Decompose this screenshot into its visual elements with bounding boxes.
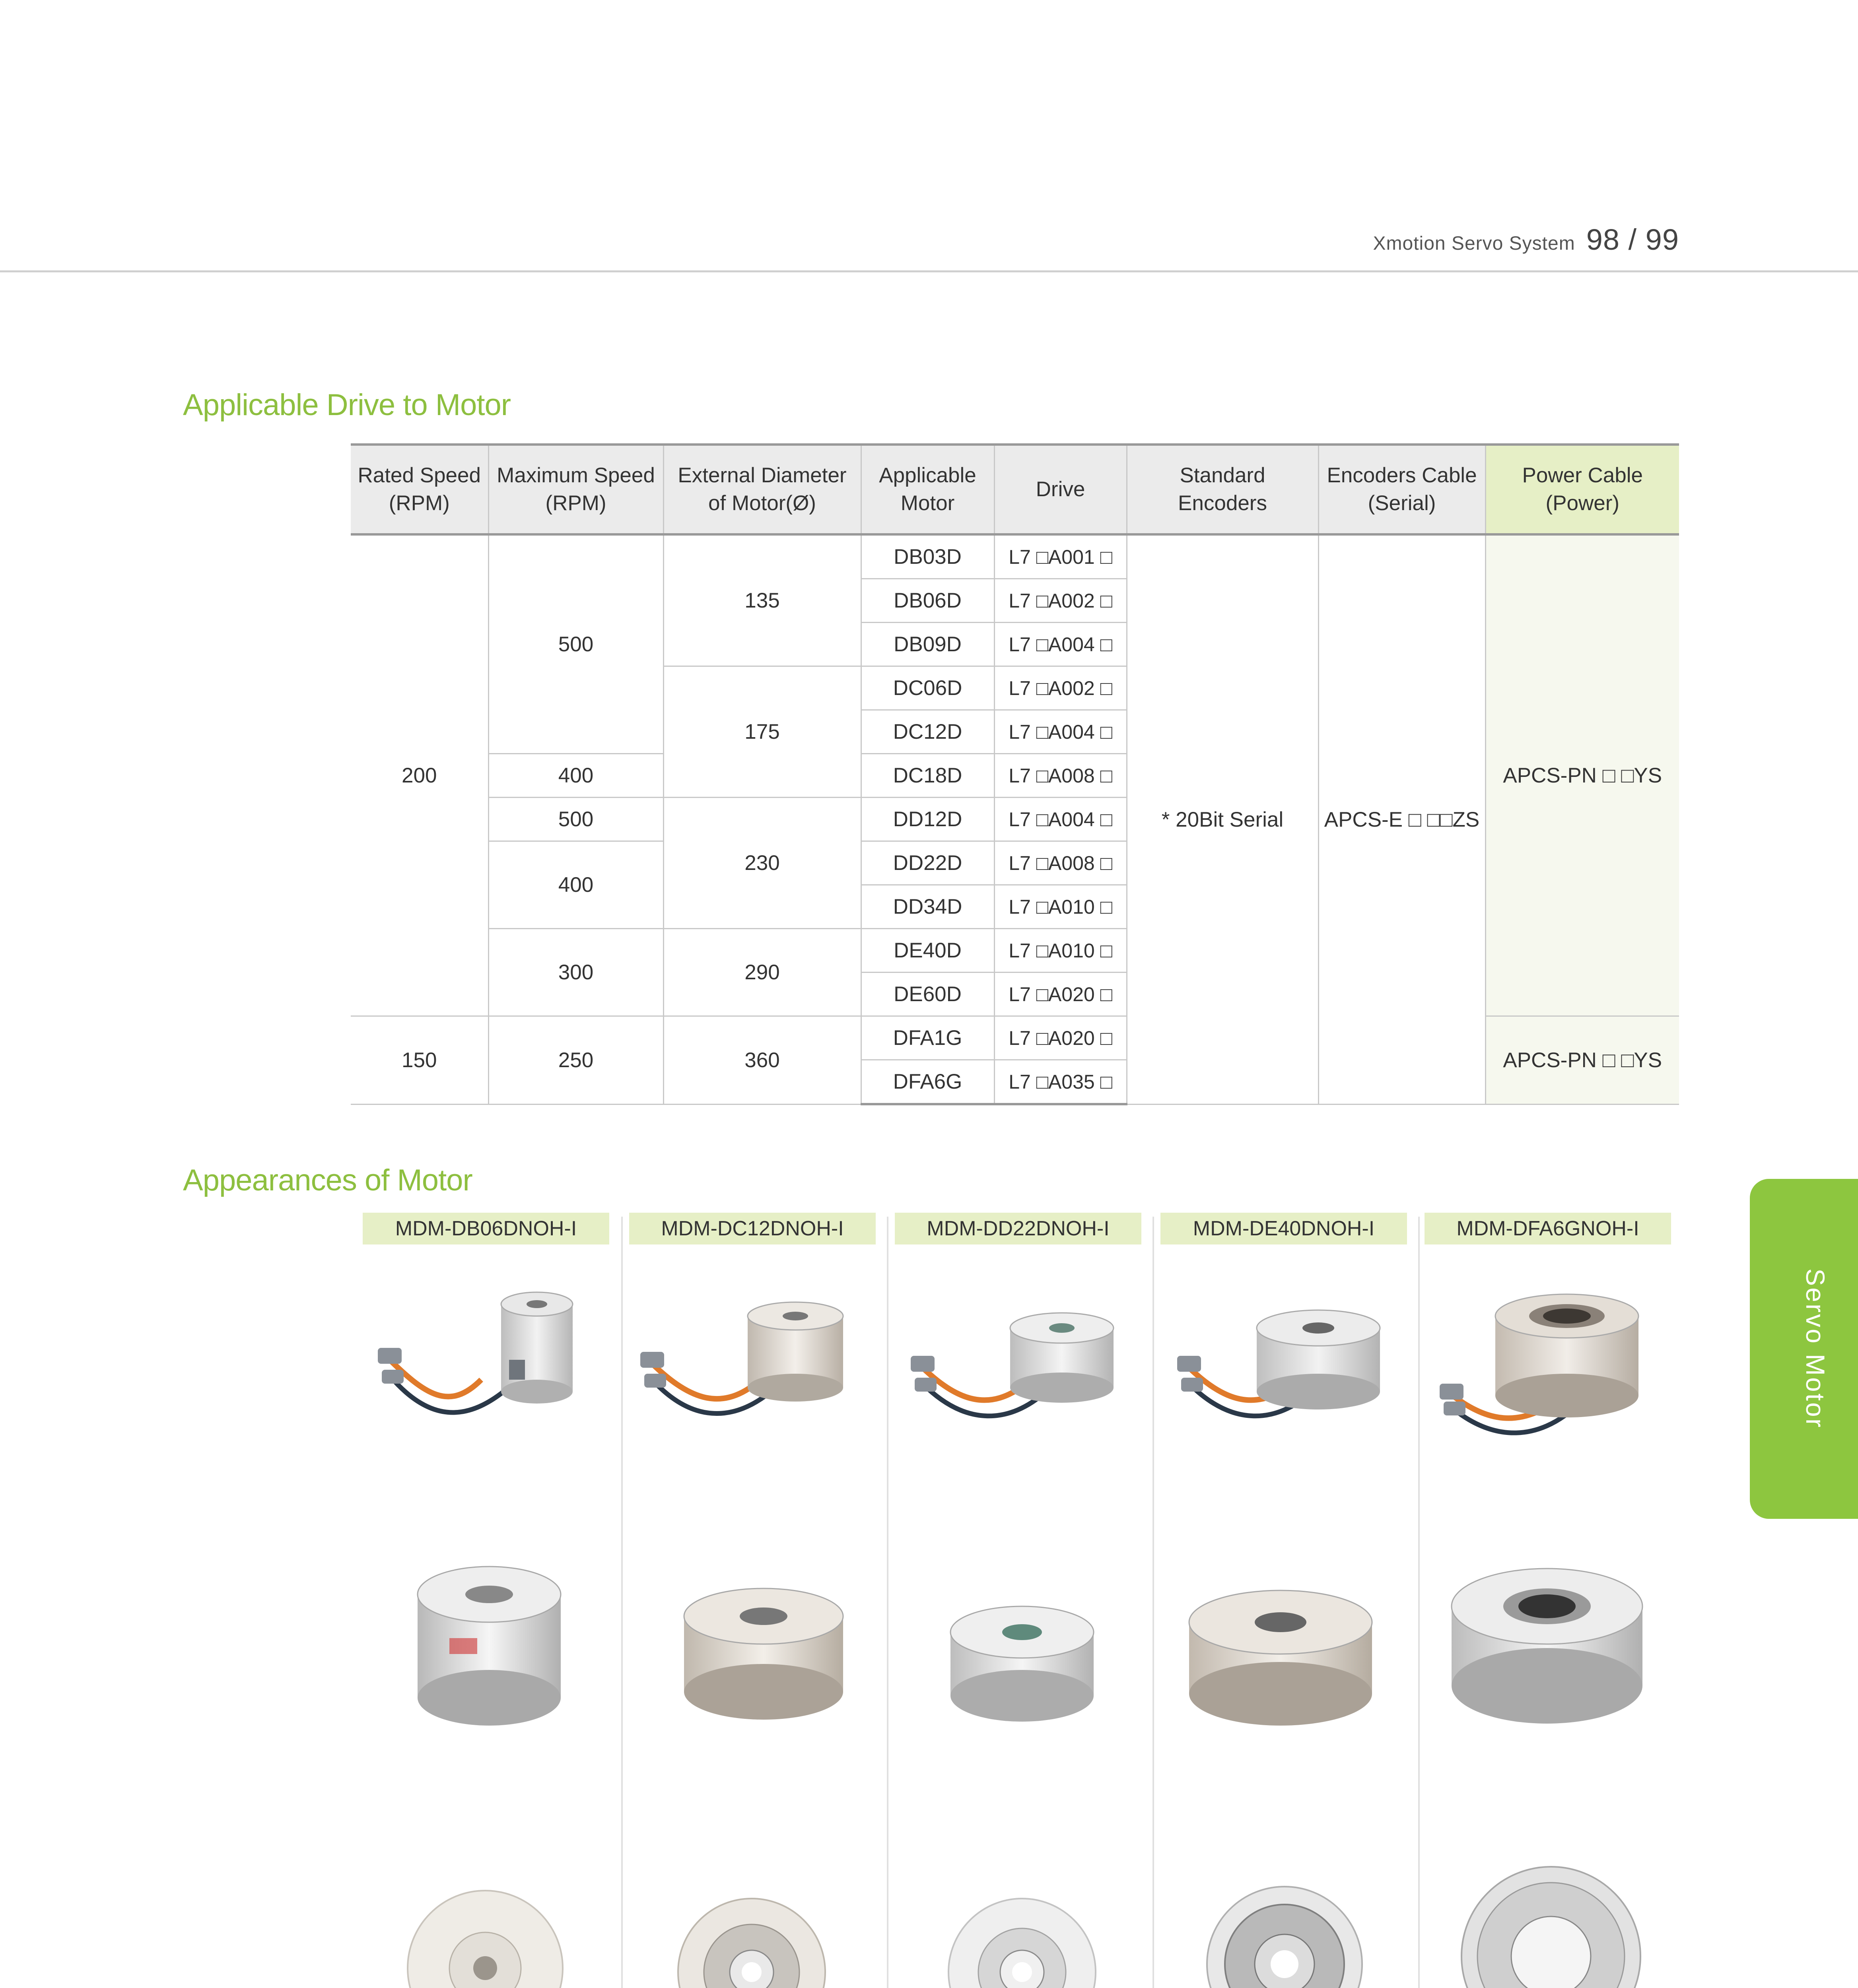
max-speed-cell: 500 xyxy=(488,798,663,841)
col-rated-speed: Rated Speed (RPM) xyxy=(351,445,488,534)
motor-cell: DFA6G xyxy=(861,1060,994,1105)
col-power-cable: Power Cable (Power) xyxy=(1485,445,1679,534)
drive-cell: L7 □A008 □ xyxy=(994,841,1127,885)
power-cable-cell: APCS-PN □ □YS xyxy=(1485,1016,1679,1105)
motor-photo-side xyxy=(378,1284,577,1463)
motor-photo-top xyxy=(946,1897,1098,1988)
running-header xyxy=(1373,223,1679,256)
section-title-drive: Applicable Drive to Motor xyxy=(183,388,511,422)
encoder-cable-cell: APCS-E □ □□ZS xyxy=(1318,534,1485,1104)
column-divider xyxy=(1418,1217,1420,1988)
drive-table xyxy=(351,443,1679,1105)
motor-photo-angle xyxy=(1448,1563,1646,1730)
power-cable-cell: APCS-PN □ □YS xyxy=(1485,534,1679,1016)
motor-photo-top xyxy=(1460,1865,1642,1988)
rated-speed-cell: 150 xyxy=(351,1016,488,1105)
col-diameter: External Diameter of Motor(Ø) xyxy=(663,445,861,534)
diameter-cell: 175 xyxy=(663,666,861,798)
drive-cell: L7 □A020 □ xyxy=(994,973,1127,1016)
table-row xyxy=(351,534,1679,579)
model-label: MDM-DD22DNOH-I xyxy=(895,1213,1141,1244)
model-label: MDM-DFA6GNOH-I xyxy=(1425,1213,1671,1244)
model-label-row xyxy=(351,1213,1679,1244)
column-divider xyxy=(621,1217,623,1988)
drive-cell: L7 □A010 □ xyxy=(994,885,1127,929)
motor-photo-top xyxy=(676,1897,827,1988)
model-label: MDM-DB06DNOH-I xyxy=(363,1213,609,1244)
max-speed-cell: 300 xyxy=(488,929,663,1016)
diameter-cell: 360 xyxy=(663,1016,861,1105)
motor-photo-angle xyxy=(414,1563,565,1730)
motor-photo-top xyxy=(406,1889,565,1988)
model-label: MDM-DE40DNOH-I xyxy=(1160,1213,1407,1244)
drive-cell: L7 □A002 □ xyxy=(994,579,1127,623)
col-encoder-cable: Encoders Cable (Serial) xyxy=(1318,445,1485,534)
max-speed-cell: 400 xyxy=(488,754,663,798)
motor-cell: DD12D xyxy=(861,798,994,841)
section-title-appearance: Appearances of Motor xyxy=(183,1163,472,1197)
motor-cell: DC18D xyxy=(861,754,994,798)
motor-cell: DC12D xyxy=(861,710,994,754)
drive-cell: L7 □A001 □ xyxy=(994,534,1127,579)
header-divider xyxy=(0,270,1858,272)
col-encoders: Standard Encoders xyxy=(1127,445,1318,534)
max-speed-cell: 500 xyxy=(488,534,663,754)
drive-cell: L7 □A002 □ xyxy=(994,666,1127,710)
side-tab-servo-motor[interactable] xyxy=(1750,1179,1858,1519)
drive-cell: L7 □A035 □ xyxy=(994,1060,1127,1105)
drive-cell: L7 □A010 □ xyxy=(994,929,1127,973)
motor-cell: DB06D xyxy=(861,579,994,623)
diameter-cell: 135 xyxy=(663,534,861,666)
motor-photo-side xyxy=(1177,1300,1384,1459)
rated-speed-cell: 200 xyxy=(351,534,488,1016)
motor-photo-angle xyxy=(1185,1586,1376,1730)
drive-cell: L7 □A020 □ xyxy=(994,1016,1127,1060)
max-speed-cell: 400 xyxy=(488,841,663,929)
motor-photo-angle xyxy=(680,1586,847,1726)
drive-cell: L7 □A004 □ xyxy=(994,798,1127,841)
motor-cell: DB09D xyxy=(861,623,994,666)
motor-cell: DC06D xyxy=(861,666,994,710)
col-max-speed: Maximum Speed (RPM) xyxy=(488,445,663,534)
side-tab-label: Servo Motor xyxy=(1801,1268,1830,1429)
column-divider xyxy=(887,1217,888,1988)
motor-cell: DE40D xyxy=(861,929,994,973)
motor-photo-side xyxy=(640,1292,847,1459)
motor-photo-angle xyxy=(946,1602,1098,1730)
motor-cell: DFA1G xyxy=(861,1016,994,1060)
column-divider xyxy=(1153,1217,1154,1988)
drive-cell: L7 □A004 □ xyxy=(994,710,1127,754)
motor-photo-side xyxy=(911,1304,1118,1455)
motor-photo-top xyxy=(1205,1885,1364,1988)
encoder-cell: * 20Bit Serial xyxy=(1127,534,1318,1104)
page-number: 98 / 99 xyxy=(1586,223,1679,256)
header-system: Xmotion Servo System xyxy=(1373,233,1575,254)
motor-cell: DD22D xyxy=(861,841,994,885)
motor-cell: DD34D xyxy=(861,885,994,929)
motor-cell: DB03D xyxy=(861,534,994,579)
diameter-cell: 230 xyxy=(663,798,861,929)
model-label: MDM-DC12DNOH-I xyxy=(629,1213,876,1244)
table-header-row xyxy=(351,445,1679,534)
motor-photo-side xyxy=(1440,1288,1646,1463)
motor-cell: DE60D xyxy=(861,973,994,1016)
col-motor: Applicable Motor xyxy=(861,445,994,534)
drive-cell: L7 □A004 □ xyxy=(994,623,1127,666)
col-drive: Drive xyxy=(994,445,1127,534)
drive-cell: L7 □A008 □ xyxy=(994,754,1127,798)
diameter-cell: 290 xyxy=(663,929,861,1016)
max-speed-cell: 250 xyxy=(488,1016,663,1105)
